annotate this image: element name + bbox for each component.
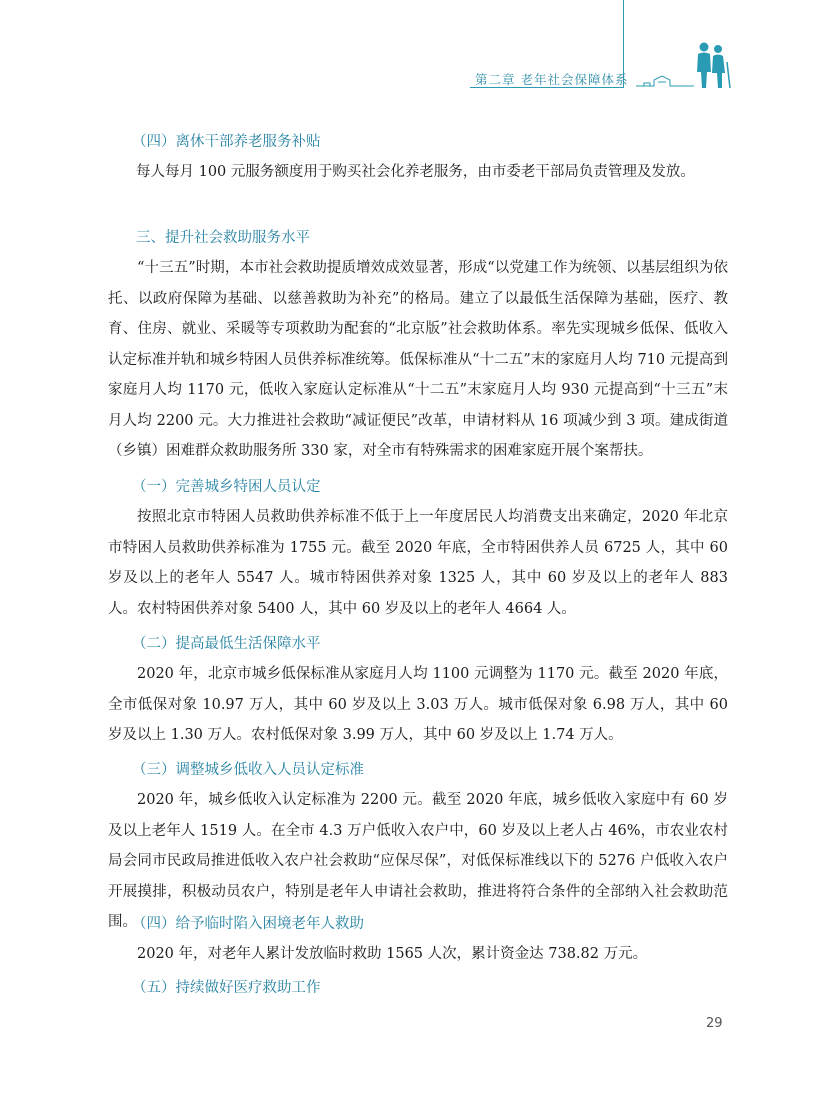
paragraph-text: 每人每月 100 元服务额度用于购买社会化养老服务，由市委老干部局负责管理及发放。 [136,164,695,180]
paragraph-text: 2020 年，城乡低收入认定标准为 2200 元。截至 2020 年底，城乡低收入家庭中有 60 岁及以上老年人 1519 人。在全市 4.3 万户低收入农户中，60 岁及以上老人占 46%，市农业农村局会同市民政局推进低收入农户社会救助“应保尽保”，对低保标准线以下的 5276 户低收入农户开展摸排，积极动员农户，特别是老年人申请社会救助，推进将符合条件的全部纳入社会救助范围。 [108,792,728,930]
subsection-heading-temporary-assistance: （四）给予临时陷入困境老年人救助 [132,916,364,932]
section-heading-retired-cadre-subsidy: （四）离休干部养老服务补贴 [132,134,321,150]
paragraph-temporary-assistance [108,939,728,970]
chapter-title: 第二章 老年社会保障体系 [475,72,629,87]
subsection-heading-medical-assistance: （五）持续做好医疗救助工作 [132,980,321,996]
section-heading-social-assistance: 三、提升社会救助服务水平 [136,230,310,246]
paragraph-text: 按照北京市特困人员救助供养标准不低于上一年度居民人均消费支出来确定，2020 年北京市特困人员救助供养标准为 1755 元。截至 2020 年底，全市特困供养人员 6725 人，其中 60 岁及以上的老年人 5547 人。城市特困供养对象 1325 人，其中 60 岁及以上的老年人 883 人。农村特困供养对象 5400 人，其中 60 岁及以上的老年人 4664 人。 [108,509,728,617]
elderly-couple-icon [634,38,734,90]
page-number: 29 [706,1016,723,1031]
paragraph-retired-cadre-subsidy [136,157,736,188]
paragraph-extreme-poverty [108,502,728,624]
paragraph-text: “十三五”时期，本市社会救助提质增效成效显著，形成“以党建工作为统领、以基层组织为依托、以政府保障为基础、以慈善救助为补充”的格局。建立了以最低生活保障为基础，医疗、教育、住房、就业、采暖等专项救助为配套的“北京版”社会救助体系。率先实现城乡低保、低收入认定标准并轨和城乡特困人员供养标准统筹。低保标准从“十二五”末的家庭月人均 710 元提高到家庭月人均 1170 元，低收入家庭认定标准从“十二五”末家庭月人均 930 元提高到“十三五”末月人均 2200 元。大力推进社会救助“减证便民”改革，申请材料从 16 项减少到 3 项。建成街道（乡镇）困难群众救助服务所 330 家，对全市有特殊需求的困难家庭开展个案帮扶。 [108,260,728,459]
paragraph-text: 2020 年，北京市城乡低保标准从家庭月人均 1100 元调整为 1170 元。截至 2020 年底，全市低保对象 10.97 万人，其中 60 岁及以上 3.03 万人。城市低保对象 6.98 万人，其中 60 岁及以上 1.30 万人。农村低保对象 3.99 万人，其中 60 岁及以上 1.74 万人。 [108,666,728,743]
paragraph-minimum-living [108,659,728,751]
subsection-heading-minimum-living: （二）提高最低生活保障水平 [132,636,321,652]
paragraph-social-assistance [108,253,728,467]
subsection-heading-extreme-poverty: （一）完善城乡特困人员认定 [132,479,321,495]
paragraph-text: 2020 年，对老年人累计发放临时救助 1565 人次，累计资金达 738.82 万元。 [137,946,648,962]
subsection-heading-low-income: （三）调整城乡低收入人员认定标准 [132,762,364,778]
